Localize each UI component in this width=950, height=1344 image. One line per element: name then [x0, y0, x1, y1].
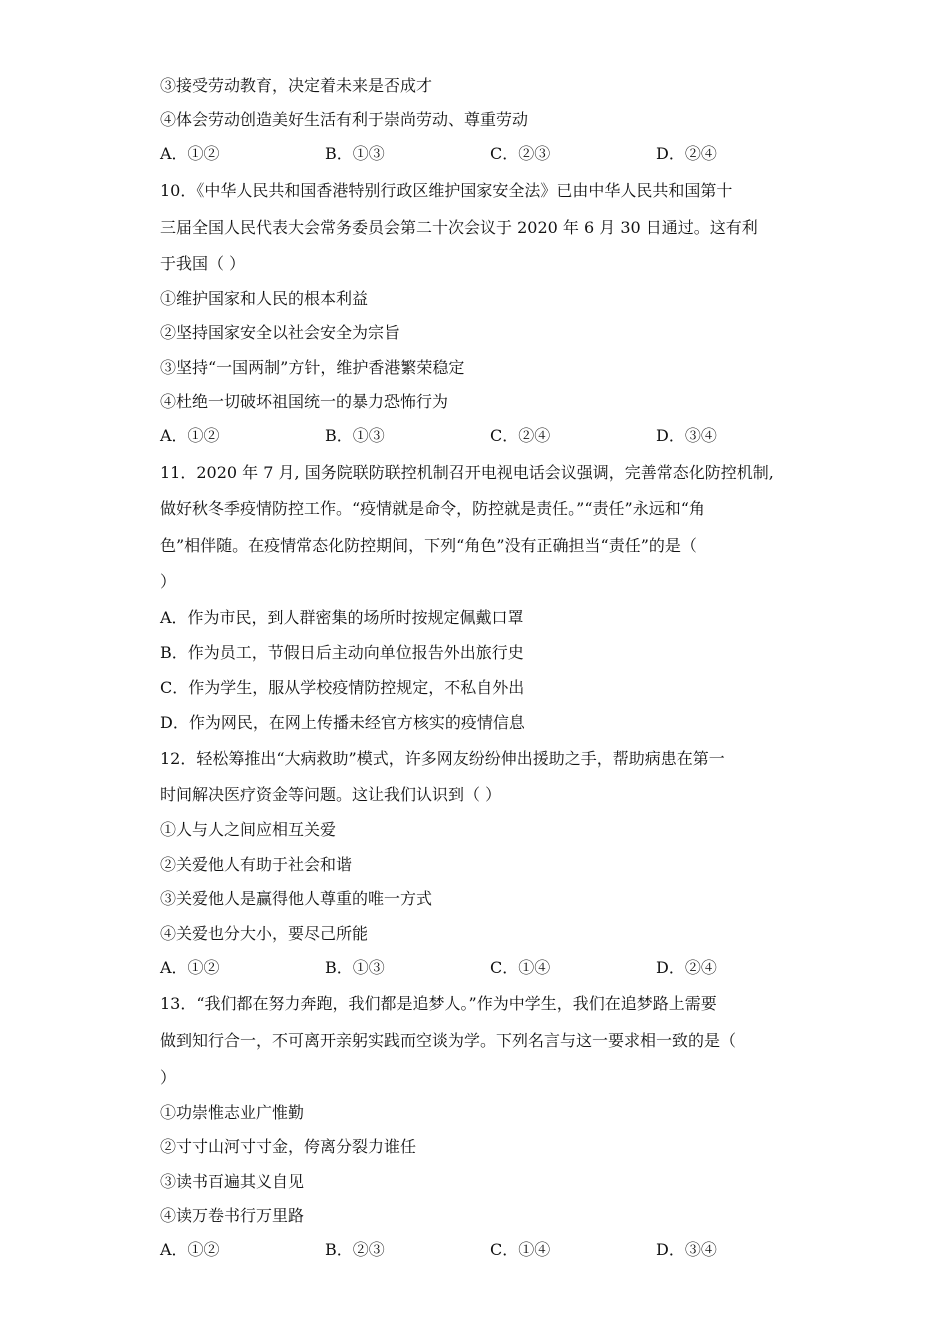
q13-option-d[interactable]: D．③④ — [656, 1240, 717, 1259]
q9-option-c[interactable]: C．②③ — [490, 144, 551, 163]
q9-options — [160, 144, 780, 164]
q12-option-b[interactable]: B．①③ — [325, 958, 385, 977]
q11-choice-d[interactable]: D．作为网民，在网上传播未经官方核实的疫情信息 — [160, 713, 525, 732]
q9-option-d[interactable]: D．②④ — [656, 144, 717, 163]
q12-option-d[interactable]: D．②④ — [656, 958, 717, 977]
q13-stem-line-3: ） — [160, 1068, 177, 1087]
q10-options — [160, 426, 780, 446]
q13-statement-1: ①功崇惟志业广惟勤 — [160, 1103, 305, 1122]
q10-statement-1: ①维护国家和人民的根本利益 — [160, 289, 369, 308]
q12-statement-3: ③关爱他人是赢得他人尊重的唯一方式 — [160, 889, 433, 908]
q12-option-c[interactable]: C．①④ — [490, 958, 551, 977]
q10-stem-line-3: 于我国（ ） — [160, 254, 246, 273]
q12-stem-line-1: 12．轻松筹推出“大病救助”模式，许多网友纷纷伸出援助之手，帮助病患在第一 — [160, 749, 725, 768]
q11-stem-line-3: 色”相伴随。在疫情常态化防控期间，下列“角色”没有正确担当“责任”的是（ — [160, 536, 697, 555]
q11-stem-line-2: 做好秋冬季疫情防控工作。“疫情就是命令，防控就是责任。”“责任”永远和“角 — [160, 499, 705, 518]
q11-choice-a[interactable]: A．作为市民，到人群密集的场所时按规定佩戴口罩 — [160, 608, 524, 627]
q11-choice-b[interactable]: B．作为员工，节假日后主动向单位报告外出旅行史 — [160, 643, 524, 662]
q10-option-c[interactable]: C．②④ — [490, 426, 551, 445]
q13-option-b[interactable]: B．②③ — [325, 1240, 385, 1259]
q11-stem-line-1: 11．2020 年 7 月, 国务院联防联控机制召开电视电话会议强调，完善常态化防控机制, — [160, 463, 774, 482]
q13-stem-line-1: 13．“我们都在努力奔跑，我们都是追梦人。”作为中学生，我们在追梦路上需要 — [160, 994, 717, 1013]
q10-option-b[interactable]: B．①③ — [325, 426, 385, 445]
q12-options — [160, 958, 780, 978]
q12-option-a[interactable]: A．①② — [160, 958, 220, 977]
q12-statement-4: ④关爱也分大小，要尽己所能 — [160, 924, 369, 943]
q9-statement-3: ③接受劳动教育，决定着未来是否成才 — [160, 76, 433, 95]
q10-option-d[interactable]: D．③④ — [656, 426, 717, 445]
q9-option-a[interactable]: A．①② — [160, 144, 220, 163]
q13-options — [160, 1240, 780, 1260]
q13-stem-line-2: 做到知行合一，不可离开亲躬实践而空谈为学。下列名言与这一要求相一致的是（ — [160, 1031, 737, 1050]
q10-statement-4: ④杜绝一切破坏祖国统一的暴力恐怖行为 — [160, 392, 449, 411]
q9-option-b[interactable]: B．①③ — [325, 144, 385, 163]
q10-stem-line-1: 10．《中华人民共和国香港特别行政区维护国家安全法》已由中华人民共和国第十 — [160, 181, 733, 200]
q12-statement-1: ①人与人之间应相互关爱 — [160, 820, 337, 839]
q9-statement-4: ④体会劳动创造美好生活有利于崇尚劳动、尊重劳动 — [160, 110, 529, 129]
q10-option-a[interactable]: A．①② — [160, 426, 220, 445]
q10-stem-line-2: 三届全国人民代表大会常务委员会第二十次会议于 2020 年 6 月 30 日通过。这有利 — [160, 218, 758, 237]
q10-statement-2: ②坚持国家安全以社会安全为宗旨 — [160, 323, 401, 342]
q11-choice-c[interactable]: C．作为学生，服从学校疫情防控规定，不私自外出 — [160, 678, 525, 697]
q13-option-a[interactable]: A．①② — [160, 1240, 220, 1259]
q13-statement-2: ②寸寸山河寸寸金，侉离分裂力谁任 — [160, 1137, 417, 1156]
q13-statement-3: ③读书百遍其义自见 — [160, 1172, 305, 1191]
q13-option-c[interactable]: C．①④ — [490, 1240, 551, 1259]
q11-stem-line-4: ） — [160, 572, 177, 591]
q10-statement-3: ③坚持“一国两制”方针，维护香港繁荣稳定 — [160, 358, 465, 377]
q12-statement-2: ②关爱他人有助于社会和谐 — [160, 855, 353, 874]
q12-stem-line-2: 时间解决医疗资金等问题。这让我们认识到（ ） — [160, 785, 502, 804]
q13-statement-4: ④读万卷书行万里路 — [160, 1206, 305, 1225]
